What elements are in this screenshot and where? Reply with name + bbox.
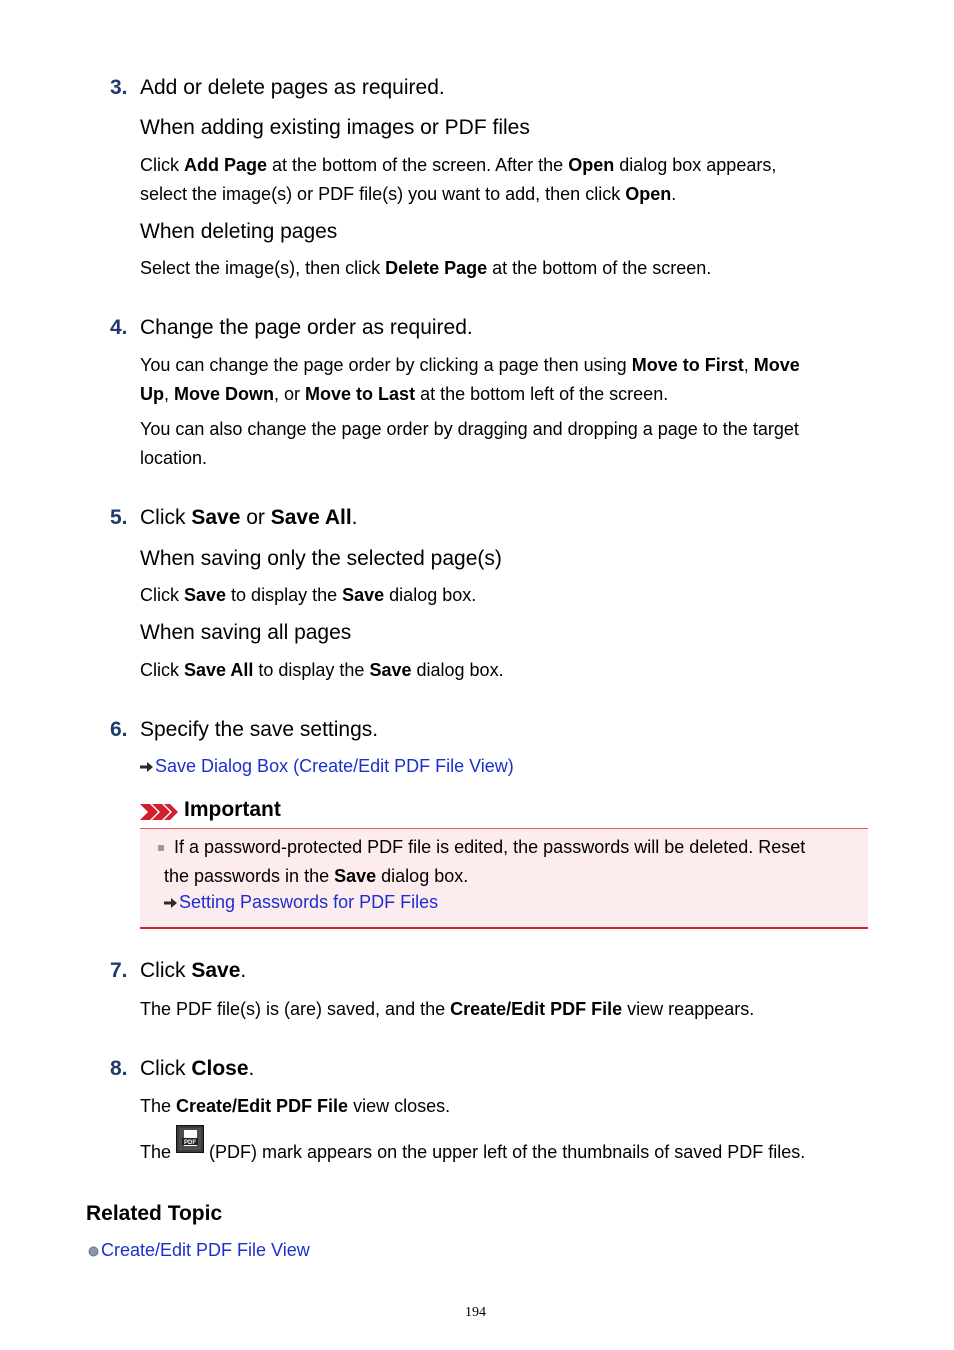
save-dialog-link[interactable]: Save Dialog Box (Create/Edit PDF File View) bbox=[140, 756, 514, 777]
svg-text:PDF: PDF bbox=[184, 1140, 197, 1146]
pdf-mark-icon bbox=[176, 1125, 204, 1153]
arrow-right-icon bbox=[164, 898, 177, 908]
step-title: Change the page order as required. bbox=[140, 316, 473, 339]
paragraph: location. bbox=[140, 448, 208, 468]
important-text: If a password-protected PDF file is edited, the passwords will be deleted. Reset bbox=[158, 833, 805, 862]
important-text: the passwords in the Save dialog box. bbox=[164, 866, 469, 886]
arrow-right-icon bbox=[140, 762, 153, 772]
paragraph: You can also change the page order by dragging and dropping a page to the target bbox=[140, 419, 799, 439]
important-chevron-icon bbox=[140, 802, 180, 822]
paragraph: Click Add Page at the bottom of the screen. After the Open dialog box appears, bbox=[140, 155, 777, 175]
step-title: Click Close. bbox=[140, 1057, 255, 1080]
paragraph: Click Save All to display the Save dialog box. bbox=[140, 660, 504, 680]
subheading: When saving all pages bbox=[140, 621, 352, 644]
step-number: 6. bbox=[110, 718, 128, 741]
paragraph: The PDF file(s) is (are) saved, and the Create/Edit PDF File view reappears. bbox=[140, 999, 755, 1019]
step-number: 5. bbox=[110, 506, 128, 529]
page-number: 194 bbox=[465, 1305, 486, 1320]
paragraph: Click Save to display the Save dialog box. bbox=[140, 585, 477, 605]
subheading: When saving only the selected page(s) bbox=[140, 547, 502, 570]
important-label: Important bbox=[184, 798, 281, 821]
setting-passwords-link[interactable]: Setting Passwords for PDF Files bbox=[164, 892, 438, 913]
step-title: Click Save or Save All. bbox=[140, 506, 358, 529]
subheading: When adding existing images or PDF files bbox=[140, 116, 530, 139]
paragraph: The PDF (PDF) mark appears on the upper left of the thumbnails of saved PDF files. bbox=[140, 1133, 805, 1167]
step-number: 3. bbox=[110, 76, 128, 99]
paragraph: You can change the page order by clicking a page then using Move to First, Move bbox=[140, 355, 800, 375]
step-title: Click Save. bbox=[140, 959, 247, 982]
step-number: 7. bbox=[110, 959, 128, 982]
subheading: When deleting pages bbox=[140, 220, 338, 243]
paragraph: select the image(s) or PDF file(s) you want to add, then click Open. bbox=[140, 184, 677, 204]
step-title: Specify the save settings. bbox=[140, 718, 379, 741]
bullet-square-icon bbox=[158, 845, 164, 851]
related-topic-heading: Related Topic bbox=[86, 1202, 223, 1225]
create-edit-pdf-link[interactable]: Create/Edit PDF File View bbox=[88, 1240, 310, 1261]
paragraph: Select the image(s), then click Delete Page at the bottom of the screen. bbox=[140, 258, 712, 278]
step-number: 4. bbox=[110, 316, 128, 339]
step-title: Add or delete pages as required. bbox=[140, 76, 445, 99]
paragraph: The Create/Edit PDF File view closes. bbox=[140, 1096, 451, 1116]
paragraph: Up, Move Down, or Move to Last at the bottom left of the screen. bbox=[140, 384, 669, 404]
step-number: 8. bbox=[110, 1057, 128, 1080]
bullet-circle-icon bbox=[88, 1246, 99, 1257]
